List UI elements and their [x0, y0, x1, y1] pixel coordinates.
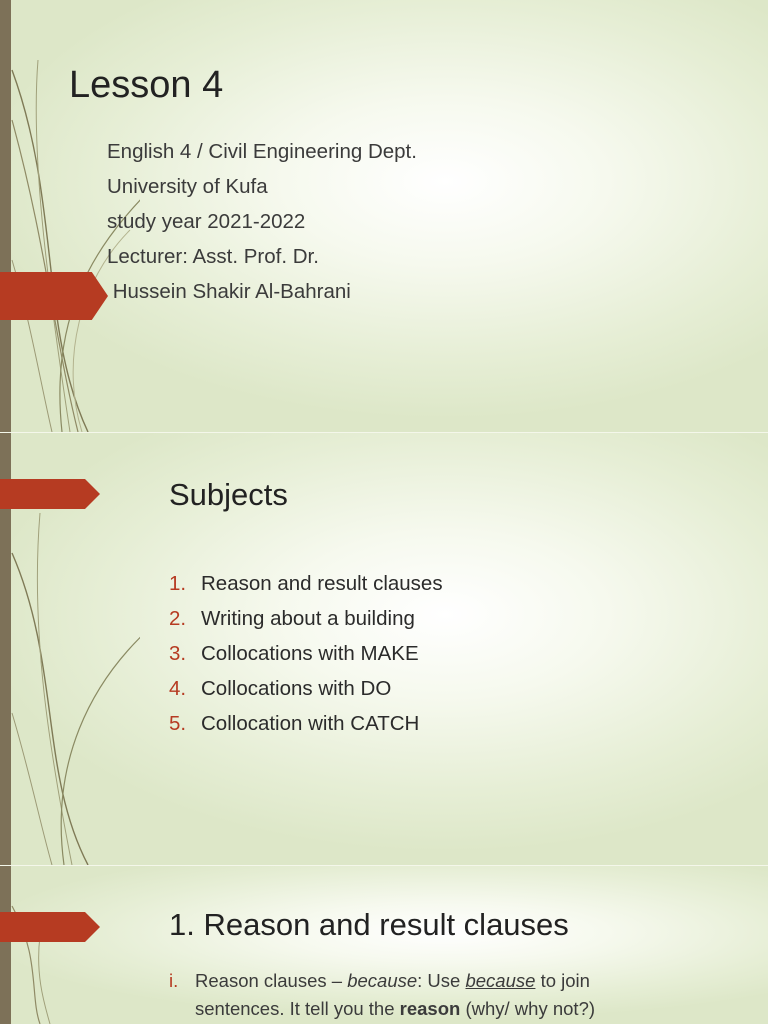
text-run: Reason clauses – [195, 970, 348, 991]
list-text: Writing about a building [201, 607, 415, 630]
list-text: Collocations with DO [201, 677, 392, 700]
paragraph-line [169, 967, 669, 995]
underlined-term: because [465, 970, 536, 991]
italic-term: because [347, 970, 418, 991]
list-item [169, 601, 443, 636]
list-item [169, 671, 443, 706]
lesson-info [107, 134, 417, 309]
slide-title: 1. Reason and result clauses [169, 907, 569, 942]
paragraph-line [169, 995, 669, 1023]
subjects-list [169, 566, 443, 741]
list-item [169, 566, 443, 601]
info-line: English 4 / Civil Engineering Dept. [107, 140, 417, 163]
text-run: to join [535, 970, 590, 991]
info-line: Lecturer: Asst. Prof. Dr. [107, 245, 319, 268]
text-run: (why/ why not?) [460, 998, 596, 1019]
slide-title: Lesson 4 [69, 64, 224, 106]
paragraph [169, 967, 669, 1023]
list-number: 2. [169, 607, 187, 630]
list-number: 5. [169, 712, 187, 735]
slide-1 [0, 0, 768, 432]
decorative-swirls [0, 866, 140, 1024]
text-run: sentences. It tell you the [195, 998, 400, 1019]
info-line: study year 2021-2022 [107, 210, 306, 233]
text-run: : Use [417, 970, 466, 991]
slide-title: Subjects [169, 477, 288, 512]
list-text: Collocations with MAKE [201, 642, 419, 665]
list-number: 4. [169, 677, 187, 700]
list-number: 1. [169, 572, 187, 595]
roman-numeral: i. [169, 970, 179, 991]
list-text: Collocation with CATCH [201, 712, 420, 735]
list-item [169, 636, 443, 671]
info-line: University of Kufa [107, 175, 268, 198]
list-item [169, 706, 443, 741]
accent-tab [0, 479, 100, 509]
accent-tab [0, 912, 100, 942]
accent-tab [0, 272, 108, 320]
info-line: Hussein Shakir Al-Bahrani [107, 280, 351, 303]
bold-term: reason [399, 998, 461, 1019]
list-text: Reason and result clauses [201, 572, 443, 595]
list-number: 3. [169, 642, 187, 665]
